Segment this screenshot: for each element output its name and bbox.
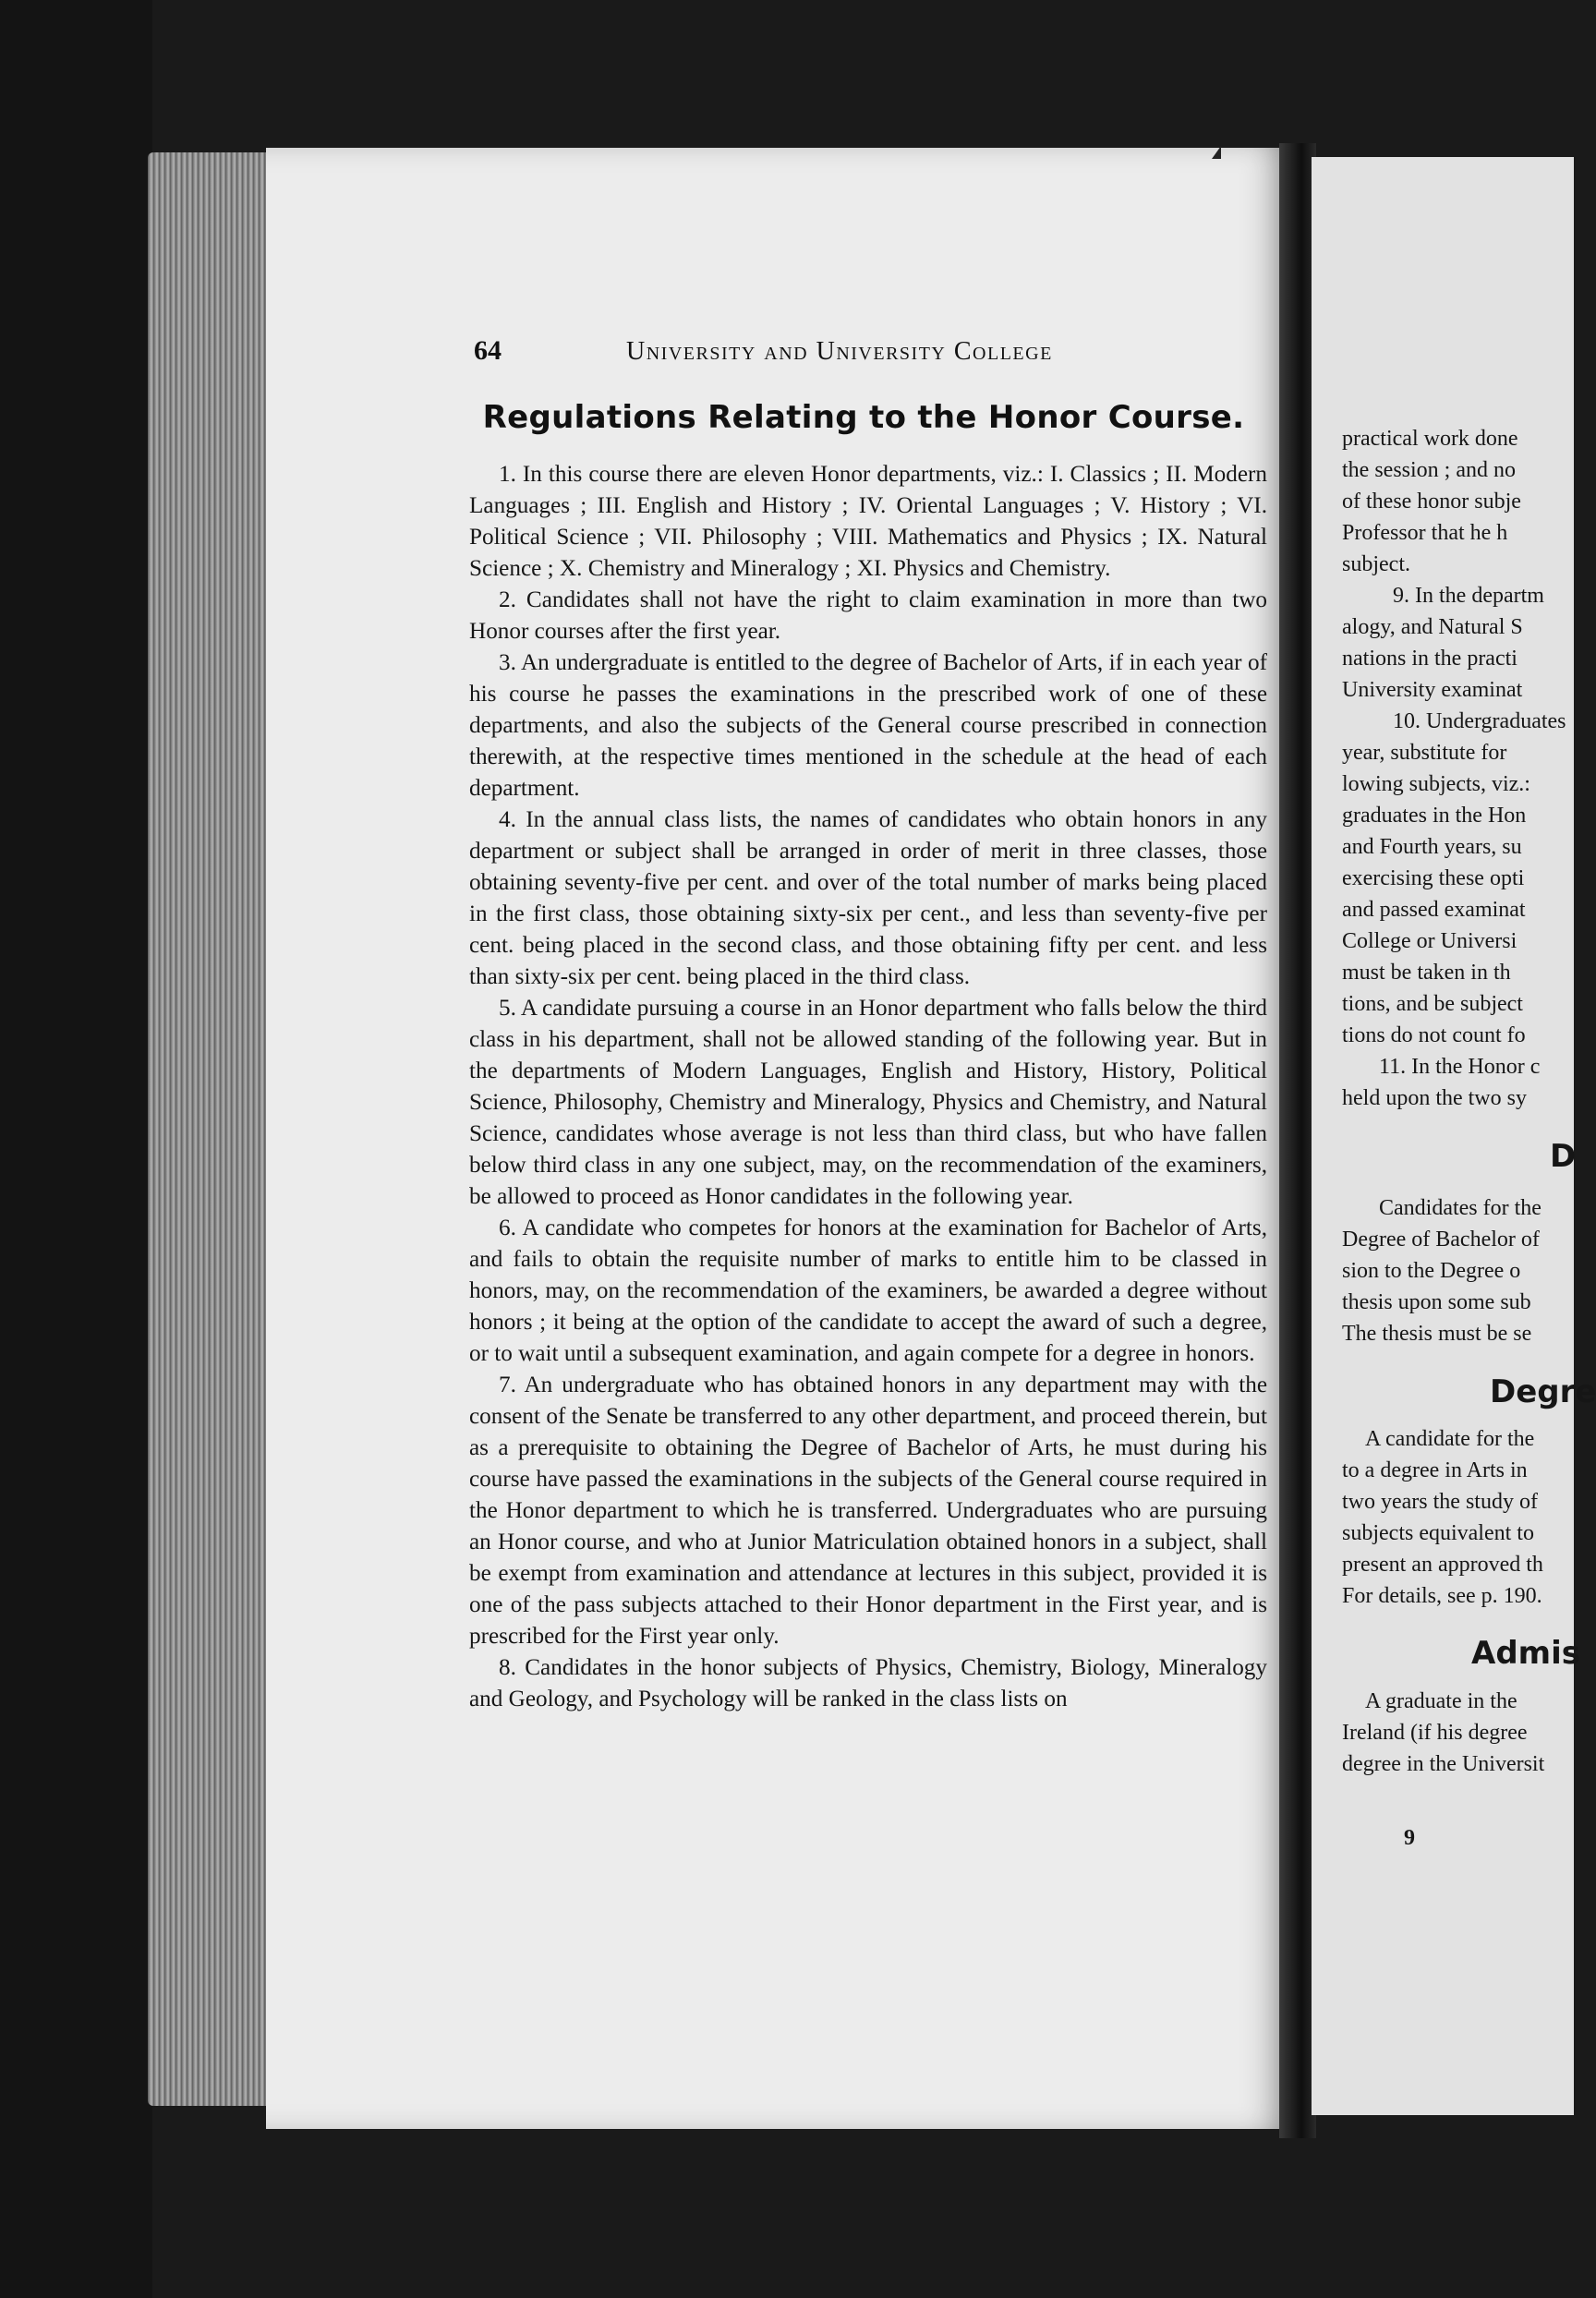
- rp-line: Professor that he h: [1342, 521, 1508, 545]
- rp-line: A graduate in the: [1365, 1689, 1517, 1713]
- rp-line: the session ; and no: [1342, 458, 1516, 482]
- rp-line: present an approved th: [1342, 1553, 1543, 1577]
- paragraph-3: 3. An undergraduate is entitled to the degree of Bachelor of Arts, if in each year of his course he passes the examinations in the prescribed work of one of these departments, and also the subjects of the General course prescribed in connection therewith, at the respective times mentioned in the schedule at the head of each department.: [469, 650, 1267, 801]
- paragraph-1: 1. In this course there are eleven Honor departments, viz.: I. Classics ; II. Modern Languages ; III. English and History ; IV. Oriental Languages ; V. History ; VI. Political Science ; VII. Philosophy ; VIII. Mathematics and Physics ; IX. Natural Science ; X. Chemistry and Mineralogy ; XI. Physics and Chemistry.: [469, 462, 1267, 581]
- rp-line: 11. In the Honor c: [1379, 1055, 1541, 1079]
- rp-line: thesis upon some sub: [1342, 1290, 1531, 1314]
- paragraph-7: 7. An undergraduate who has obtained honors in any department may with the consent of the Senate be transferred to any other department, and proceed therein, but as a prerequisite to obtaining the Degree of Bachelor of Arts, he must during his course have passed the examinations in the subjects of the General course required in the Honor department to which he is transferred. Undergraduates who are pursuing an Honor course, and who at Junior Matriculation obtained honors in a subject, shall be exempt from examination and attendance at lectures in this subject, provided it is one of the pass subjects attached to their Honor department in the First year, and is prescribed for the First year only.: [469, 1373, 1267, 1649]
- rp-line: and passed examinat: [1342, 898, 1526, 922]
- paragraph-4: 4. In the annual class lists, the names of candidates who obtain honors in any department or subject shall be arranged in order of merit in three classes, those obtaining seventy-five per cent. and over of the total number of marks being placed in the first class, those obtaining sixty-six per cent., and less than seventy-five per cent. being placed in the second class, and those obtaining fifty per cent. and less than sixty-six per cent. being placed in the third class.: [469, 807, 1267, 989]
- rp-line: Degree of Bachelor of: [1342, 1228, 1540, 1252]
- book-gutter: [1279, 143, 1316, 2138]
- rp-line: practical work done: [1342, 427, 1518, 451]
- rp-line: degree in the Universit: [1342, 1752, 1545, 1776]
- body-text: [469, 459, 1267, 1715]
- rp-line: and Fourth years, su: [1342, 835, 1522, 859]
- running-head: University and University College: [626, 337, 1053, 366]
- rp-line: graduates in the Hon: [1342, 804, 1527, 828]
- right-page-number: 9: [1404, 1826, 1415, 1850]
- rp-line: two years the study of: [1342, 1490, 1538, 1514]
- paragraph-6: 6. A candidate who competes for honors at the examination for Bachelor of Arts, and fails to obtain the requisite number of marks to entitle him to be classed in honors, may, on the recommendation of the examiners, be awarded a degree without honors ; it being at the option of the candidate to accept the award of such a degree, or to wait until a subsequent examination, and again compete for a degree in honors.: [469, 1216, 1267, 1366]
- rp-line: College or Universi: [1342, 929, 1517, 953]
- paragraph-2: 2. Candidates shall not have the right to claim examination in more than two Honor courses after the first year.: [469, 587, 1267, 644]
- rp-line: Candidates for the: [1379, 1196, 1542, 1220]
- page-number: 64: [474, 335, 502, 366]
- rp-line: year, substitute for: [1342, 741, 1507, 765]
- rp-line: lowing subjects, viz.:: [1342, 772, 1530, 796]
- right-page-heading: Degre: [1490, 1373, 1596, 1410]
- book-page-edges: [148, 152, 268, 2106]
- section-title: Regulations Relating to the Honor Course.: [482, 399, 1245, 436]
- rp-line: must be taken in th: [1342, 961, 1511, 985]
- rp-line: 9. In the departm: [1393, 584, 1544, 608]
- page-header: [474, 335, 1139, 377]
- rp-line: nations in the practi: [1342, 647, 1517, 671]
- rp-line: subjects equivalent to: [1342, 1521, 1534, 1545]
- rp-line: sion to the Degree o: [1342, 1259, 1521, 1283]
- rp-line: to a degree in Arts in: [1342, 1458, 1528, 1482]
- rp-line: For details, see p. 190.: [1342, 1584, 1542, 1608]
- right-page-heading: Admis: [1471, 1635, 1580, 1672]
- rp-line: tions do not count fo: [1342, 1023, 1526, 1047]
- rp-line: alogy, and Natural S: [1342, 615, 1523, 639]
- corner-mark: [1212, 146, 1221, 159]
- rp-line: tions, and be subject: [1342, 992, 1523, 1016]
- scan-background: [0, 0, 152, 2298]
- paragraph-8: 8. Candidates in the honor subjects of Physics, Chemistry, Biology, Mineralogy and Geology, and Psychology will be ranked in the class lists on: [469, 1655, 1267, 1711]
- rp-line: Ireland (if his degree: [1342, 1721, 1528, 1745]
- rp-line: exercising these opti: [1342, 866, 1525, 890]
- rp-line: held upon the two sy: [1342, 1086, 1527, 1110]
- paragraph-5: 5. A candidate pursuing a course in an Honor department who falls below the third class in his department, shall not be allowed standing of the following year. But in the departments of Modern Languages, English and History, History, Political Science, Philosophy, Chemistry and Mineralogy, Physics and Chemistry, and Natural Science, candidates whose average is not less than third class, but who have fallen below third class in any one subject, may, on the recommendation of the examiners, be allowed to proceed as Honor candidates in the following year.: [469, 996, 1267, 1209]
- rp-line: subject.: [1342, 552, 1410, 576]
- rp-line: 10. Undergraduates: [1393, 709, 1566, 733]
- rp-line: The thesis must be se: [1342, 1322, 1532, 1346]
- rp-line: University examinat: [1342, 678, 1523, 702]
- rp-line: A candidate for the: [1365, 1427, 1535, 1451]
- rp-line: of these honor subje: [1342, 490, 1521, 514]
- right-page-heading: D: [1550, 1138, 1577, 1175]
